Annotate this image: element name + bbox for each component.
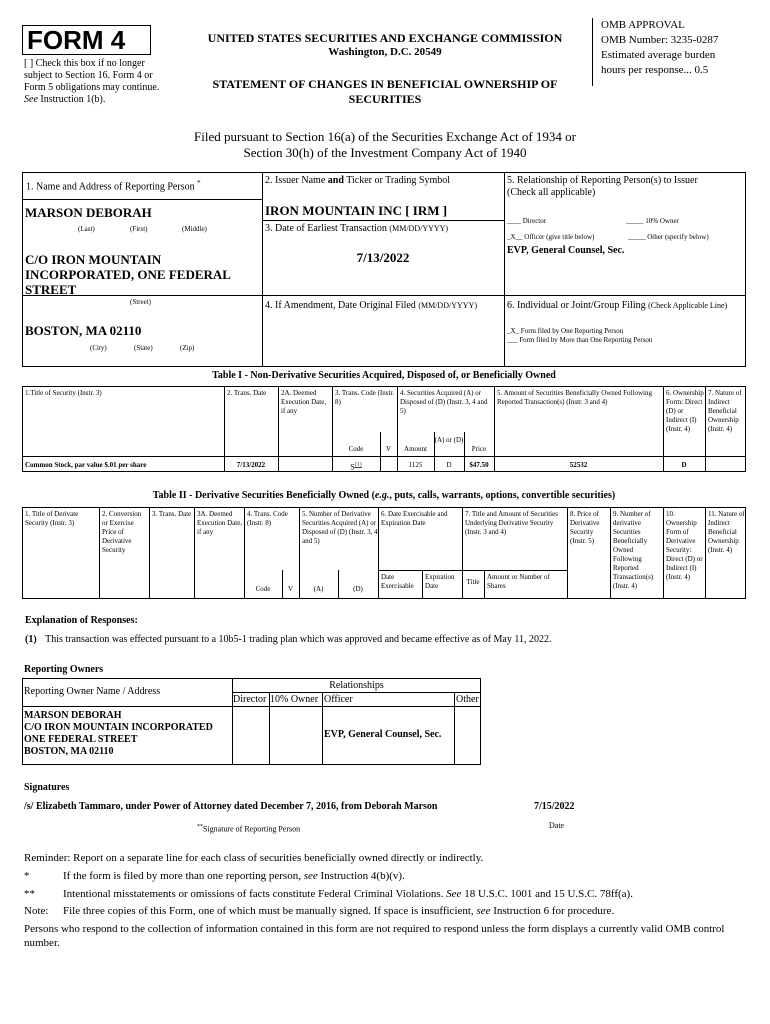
t1-row-date: 7/13/2022 xyxy=(236,461,266,469)
t1-col-amount-owned: 5. Amount of Securities Beneficially Owned Following Reported Transaction(s) (Instr. 3 and 4) xyxy=(497,389,652,406)
first-label: (First) xyxy=(130,225,148,233)
footnote-1-label: (1) xyxy=(25,634,37,645)
t1-row-code-footnote[interactable]: (1) xyxy=(354,462,362,468)
t2-sub-date-exercisable: Date Exercisable xyxy=(381,573,414,590)
signature-text: /s/ Elizabeth Tammaro, under Power of Attorney dated December 7, 2016, from Deborah Marson xyxy=(24,801,438,812)
commission-title: UNITED STATES SECURITIES AND EXCHANGE COMMISSION xyxy=(207,31,563,45)
explanation-heading: Explanation of Responses: xyxy=(25,615,138,626)
table2-title-a: Table II - Derivative Securities Beneficially Owned ( xyxy=(152,490,375,501)
t1-sub-a-or-d: (A) or (D) xyxy=(434,436,464,444)
box4-label xyxy=(265,300,477,312)
box5-label-1: 5. Relationship of Reporting Person(s) to Issuer xyxy=(507,175,698,186)
reporting-person-name: MARSON DEBORAH xyxy=(25,205,152,220)
ro-owner-line-3: ONE FEDERAL STREET xyxy=(24,734,138,745)
checkbox-text: [ ] Check this box if no longer subject to Section 16. Form 4 or Form 5 obligations may continue. xyxy=(24,58,160,93)
t2-col-number-owned: 9. Number of derivative Securities Beneficially Owned Following Reported Transaction(s) (Instr. 4) xyxy=(613,510,654,590)
earliest-transaction-date: 7/13/2022 xyxy=(356,250,410,265)
box4-format: (MM/DD/YYYY) xyxy=(418,301,477,310)
t2-col-price: 8. Price of Derivative Security (Instr. 5) xyxy=(570,510,600,545)
star-mark: * xyxy=(24,870,30,882)
last-label: (Last) xyxy=(78,225,95,233)
t2-col-trans-date: 3. Trans. Date xyxy=(152,510,192,518)
date-label: Date xyxy=(549,821,565,830)
reporting-owners-heading: Reporting Owners xyxy=(24,664,104,675)
t1-col-trans-code: 3. Trans. Code (Instr. 8) xyxy=(335,389,395,406)
omb-number: OMB Number: 3235-0287 xyxy=(601,34,719,46)
note-mark: Note: xyxy=(24,905,49,917)
persons-notice: Persons who respond to the collection of information contained in this form are not required to respond unless the form displays a currently valid OMB control number. xyxy=(24,923,725,949)
statement-title: STATEMENT OF CHANGES IN BENEFICIAL OWNERSHIP OF xyxy=(212,77,558,91)
t2-col-title: 1. Title of Derivate Security (Instr. 3) xyxy=(25,510,79,527)
t2-sub-code: Code xyxy=(255,585,271,593)
box6-label-small: (Check Applicable Line) xyxy=(648,301,728,310)
omb-approval-label: OMB APPROVAL xyxy=(601,19,685,31)
t1-row-form: D xyxy=(681,461,687,469)
officer-title: EVP, General Counsel, Sec. xyxy=(507,245,625,256)
t2-col-ownership-form: 10. Ownership Form of Derivative Security: Direct (D) or Indirect (I) (Instr. 4) xyxy=(666,510,703,581)
t1-sub-amount: Amount xyxy=(404,445,427,453)
footnote-1 xyxy=(25,634,552,646)
box3-label-text: 3. Date of Earliest Transaction xyxy=(265,223,387,234)
other-option: _____ Other (specify below) xyxy=(628,233,709,241)
footnote-1-text: This transaction was effected pursuant to a 10b5-1 trading plan which was approved and became effective as of May 11, 2022. xyxy=(45,634,552,645)
statement-title-2: SECURITIES xyxy=(348,92,422,106)
table2-title-b: , puts, calls, warrants, options, convertible securities) xyxy=(389,490,616,501)
filed-by-more-option: ___ Form filed by More than One Reporting Person xyxy=(507,336,653,344)
star-note-see: see xyxy=(303,870,318,882)
ro-col-relationships: Relationships xyxy=(329,680,384,691)
ro-col-owner: 10% Owner xyxy=(270,694,319,705)
double-star-note-see: See xyxy=(446,888,462,900)
t2-col-number: 5. Number of Derivative Securities Acquired (A) or Disposed of (D) (Instr. 3, 4 and 5) xyxy=(302,510,378,545)
t2-sub-d: (D) xyxy=(353,585,363,593)
ro-col-director: Director xyxy=(233,694,267,705)
ro-col-name: Reporting Owner Name / Address xyxy=(24,686,161,697)
zip-label: (Zip) xyxy=(180,344,195,352)
table2-title-eg: e.g. xyxy=(374,490,390,501)
form-title: FORM 4 xyxy=(22,25,151,55)
ro-owner-line-1: MARSON DEBORAH xyxy=(24,710,122,721)
t2-sub-a: (A) xyxy=(313,585,324,593)
instruction-ref: Instruction 1(b). xyxy=(40,94,106,105)
officer-option: _X__ Officer (give title below) xyxy=(507,233,595,241)
t1-row-owned: 52532 xyxy=(569,461,588,469)
t1-row-amount: 1125 xyxy=(408,461,423,469)
t2-col-underlying: 7. Title and Amount of Securities Underlying Derivative Security (Instr. 3 and 4) xyxy=(465,510,558,536)
t2-sub-amount: Amount or Number of Shares xyxy=(487,573,550,590)
box3-label xyxy=(265,223,448,235)
city-label: (City) xyxy=(90,344,107,352)
t1-sub-v: V xyxy=(385,445,392,453)
omb-burden-hours: hours per response... 0.5 xyxy=(601,64,709,76)
note-text-b: Instruction 6 for procedure. xyxy=(493,905,615,917)
table2-title xyxy=(22,490,746,502)
signature-date: 7/15/2022 xyxy=(534,801,575,812)
note-text-see: see xyxy=(476,905,491,917)
ro-col-officer: Officer xyxy=(324,694,353,705)
box2-label xyxy=(265,175,450,187)
ro-officer-title: EVP, General Counsel, Sec. xyxy=(324,729,442,740)
issuer-name: IRON MOUNTAIN INC [ IRM ] xyxy=(265,203,448,218)
box2-label-and: and xyxy=(327,175,344,186)
signatures-heading: Signatures xyxy=(24,782,70,793)
star-note-a: If the form is filed by more than one reporting person, xyxy=(63,870,301,882)
t2-col-nature: 11. Nature of Indirect Beneficial Ownership (Instr. 4) xyxy=(708,510,745,554)
ro-owner-line-2: C/O IRON MOUNTAIN INCORPORATED xyxy=(24,722,213,733)
checkbox-notice xyxy=(24,58,172,106)
filed-pursuant-line-2: Section 30(h) of the Investment Company Act of 1940 xyxy=(243,145,527,160)
filed-pursuant-line-1: Filed pursuant to Section 16(a) of the Securities Exchange Act of 1934 or xyxy=(194,129,576,144)
signature-label-text: Signature of Reporting Person xyxy=(203,824,301,834)
t2-col-deemed: 3A. Deemed Execution Date, if any xyxy=(197,510,243,536)
note-text xyxy=(63,905,614,918)
ro-owner-line-4: BOSTON, MA 02110 xyxy=(24,746,114,757)
note-text-a: File three copies of this Form, one of which must be manually signed. If space is insufficient, xyxy=(63,905,474,917)
t1-col-nature: 7. Nature of Indirect Beneficial Ownership (Instr. 4) xyxy=(708,389,742,433)
reporting-person-street: C/O IRON MOUNTAIN INCORPORATED, ONE FEDERAL STREET xyxy=(25,252,231,297)
box5-label-2: (Check all applicable) xyxy=(507,187,596,198)
box4-label-text: 4. If Amendment, Date Original Filed xyxy=(265,300,416,311)
t2-col-exercisable: 6. Date Exercisable and Expiration Date xyxy=(381,510,448,527)
star-note-b: Instruction 4(b)(v). xyxy=(320,870,405,882)
t1-col-title: 1.Title of Security (Instr. 3) xyxy=(25,389,102,397)
t2-sub-title: Title xyxy=(466,578,480,586)
box6-label xyxy=(507,300,727,312)
double-star-note-b: 18 U.S.C. 1001 and 15 U.S.C. 78ff(a). xyxy=(464,888,633,900)
reminder-text: Reminder: Report on a separate line for each class of securities beneficially owned directly or indirectly. xyxy=(24,852,484,864)
ten-percent-owner-option: _____ 10% Owner xyxy=(626,217,679,225)
see-word: See xyxy=(24,94,38,105)
t1-row-a-or-d: D xyxy=(446,461,452,469)
box1-label-mark: * xyxy=(197,179,201,187)
state-label: (State) xyxy=(134,344,153,352)
box1-label-text: 1. Name and Address of Reporting Person xyxy=(26,181,195,193)
omb-approval-box xyxy=(592,18,752,86)
t1-sub-price: Price xyxy=(471,445,487,453)
signature-label xyxy=(197,822,300,835)
box2-label-a: 2. Issuer Name xyxy=(265,175,326,186)
t2-sub-expiration: Expiration Date xyxy=(425,573,455,590)
signature-label-mark: ** xyxy=(197,824,203,830)
t1-sub-code: Code xyxy=(348,445,364,453)
box2-label-b: Ticker or Trading Symbol xyxy=(346,175,451,186)
t1-col-acquired: 4. Securities Acquired (A) or Disposed of (D) (Instr. 3, 4 and 5) xyxy=(400,389,488,415)
street-label: (Street) xyxy=(130,298,151,306)
t1-row-code-value: S xyxy=(350,462,355,472)
box5-label xyxy=(507,175,745,199)
box3-format: (MM/DD/YYYY) xyxy=(389,224,449,233)
director-option: ____ Director xyxy=(507,217,547,225)
box1-label xyxy=(26,177,201,193)
double-star-note xyxy=(63,888,633,901)
table1-title: Table I - Non-Derivative Securities Acquired, Disposed of, or Beneficially Owned xyxy=(212,370,556,381)
box6-label-text: 6. Individual or Joint/Group Filing xyxy=(507,300,646,311)
ro-col-other: Other xyxy=(456,694,479,705)
reporting-person-city: BOSTON, MA 02110 xyxy=(25,323,142,338)
t2-sub-v: V xyxy=(287,585,294,593)
star-note xyxy=(63,870,405,883)
t1-row-price: $47.50 xyxy=(469,461,489,469)
t1-col-trans-date: 2. Trans. Date xyxy=(227,389,267,397)
filed-by-one-option: _X_ Form filed by One Reporting Person xyxy=(507,327,624,335)
t2-col-trans-code: 4. Trans. Code (Instr. 8) xyxy=(247,510,288,527)
double-star-note-a: Intentional misstatements or omissions of facts constitute Federal Criminal Violations. xyxy=(63,888,444,900)
middle-label: (Middle) xyxy=(182,225,207,233)
t1-col-ownership-form: 6. Ownership Form: Direct (D) or Indirect (I) (Instr. 4) xyxy=(666,389,704,433)
t2-col-conversion: 2. Conversion or Exercise Price of Derivative Security xyxy=(102,510,142,554)
commission-location: Washington, D.C. 20549 xyxy=(328,46,442,58)
omb-burden: Estimated average burden xyxy=(601,49,716,61)
ro-owner-address xyxy=(24,710,234,758)
t1-col-deemed: 2A. Deemed Execution Date, if any xyxy=(281,389,327,415)
t1-row-title: Common Stock, par value $.01 per share xyxy=(25,461,147,469)
double-star-mark: ** xyxy=(24,888,35,900)
t1-row-code xyxy=(332,460,380,473)
